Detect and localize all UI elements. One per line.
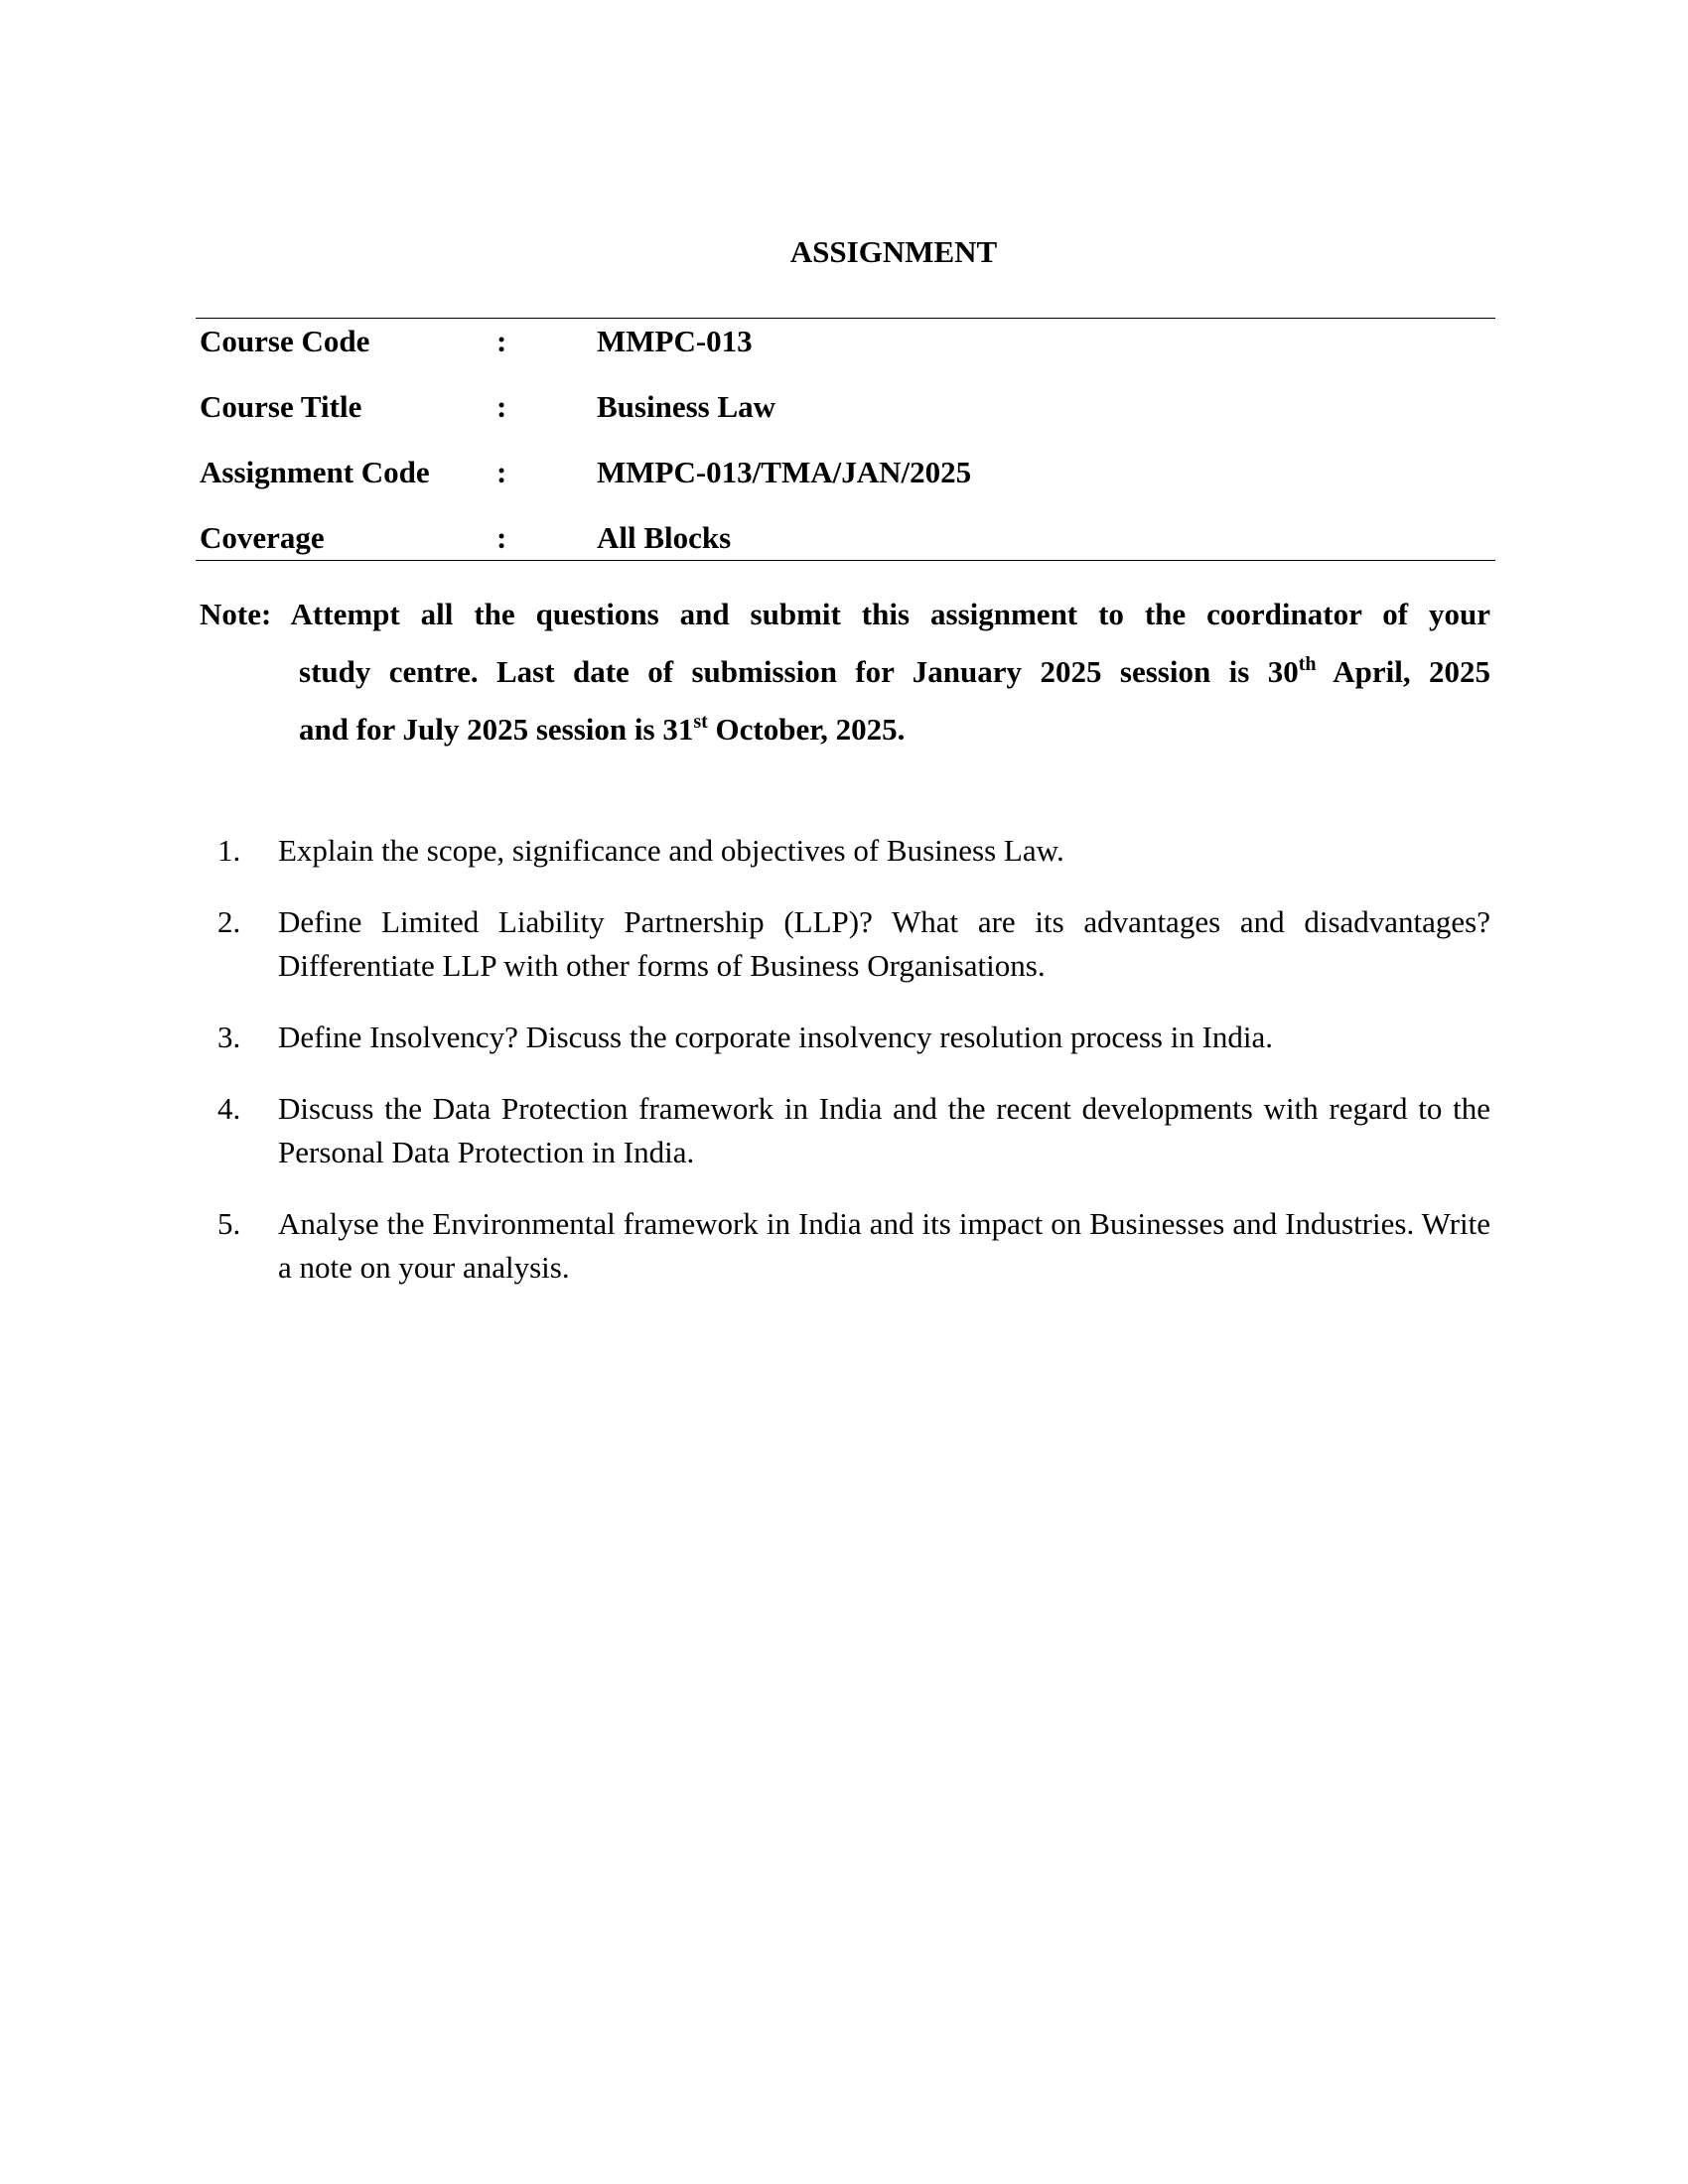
assignment-code-value: MMPC-013/TMA/JAN/2025 (597, 455, 972, 489)
question-text: Define Limited Liability Partnership (LLP)? What are its advantages and disadvantages? Differentiate LLP with other forms of Business Organisations. (278, 904, 1490, 983)
question-number: 4. (217, 1091, 241, 1126)
question-text: Analyse the Environmental framework in India and its impact on Businesses and Industries. Write a note on your analysis. (278, 1206, 1490, 1285)
note-text-3: and for July 2025 session is 31 (299, 712, 694, 747)
question-text: Discuss the Data Protection framework in India and the recent developments with regard to the Personal Data Protection in India. (278, 1091, 1490, 1169)
question-text: Define Insolvency? Discuss the corporate insolvency resolution process in India. (278, 1020, 1274, 1054)
question-item (200, 1087, 1490, 1174)
question-text: Explain the scope, significance and objectives of Business Law. (278, 833, 1064, 868)
course-code-value: MMPC-013 (597, 324, 753, 358)
question-item (200, 829, 1490, 873)
course-title-label: Course Title (200, 389, 362, 424)
note-line-1 (200, 586, 1490, 643)
course-title-colon: : (496, 389, 507, 424)
question-number: 1. (217, 833, 241, 868)
note-label: Note: (200, 597, 272, 631)
question-item (200, 900, 1490, 988)
question-list (200, 829, 1490, 1317)
course-title-value: Business Law (597, 389, 776, 424)
note-line-2 (200, 643, 1490, 701)
coverage-colon: : (496, 520, 507, 555)
note-superscript-st: st (693, 711, 708, 733)
course-code-colon: : (496, 324, 507, 358)
assignment-code-label: Assignment Code (200, 455, 430, 489)
submission-note (200, 586, 1490, 758)
coverage-row (200, 518, 1490, 558)
page-title: ASSIGNMENT (789, 234, 998, 269)
note-text-2: study centre. Last date of submission for January 2025 session is 30 (299, 654, 1299, 689)
assignment-code-colon: : (496, 455, 507, 489)
question-number: 3. (217, 1020, 241, 1054)
note-text-1: Attempt all the questions and submit this assignment to the coordinator of your (290, 597, 1490, 631)
course-title-row (200, 387, 1490, 427)
coverage-value: All Blocks (597, 520, 732, 555)
question-number: 5. (217, 1206, 241, 1241)
note-text-2-end: April, 2025 (1316, 654, 1491, 689)
header-bottom-rule (196, 560, 1495, 561)
question-item (200, 1016, 1490, 1059)
note-line-3 (200, 701, 1490, 758)
header-top-rule (196, 318, 1495, 319)
coverage-label: Coverage (200, 520, 325, 555)
course-code-label: Course Code (200, 324, 370, 358)
note-text-3-end: October, 2025. (707, 712, 906, 747)
assignment-code-row (200, 453, 1490, 492)
course-code-row (200, 322, 1490, 361)
question-item (200, 1202, 1490, 1290)
note-superscript-th: th (1298, 653, 1317, 675)
question-number: 2. (217, 904, 241, 939)
